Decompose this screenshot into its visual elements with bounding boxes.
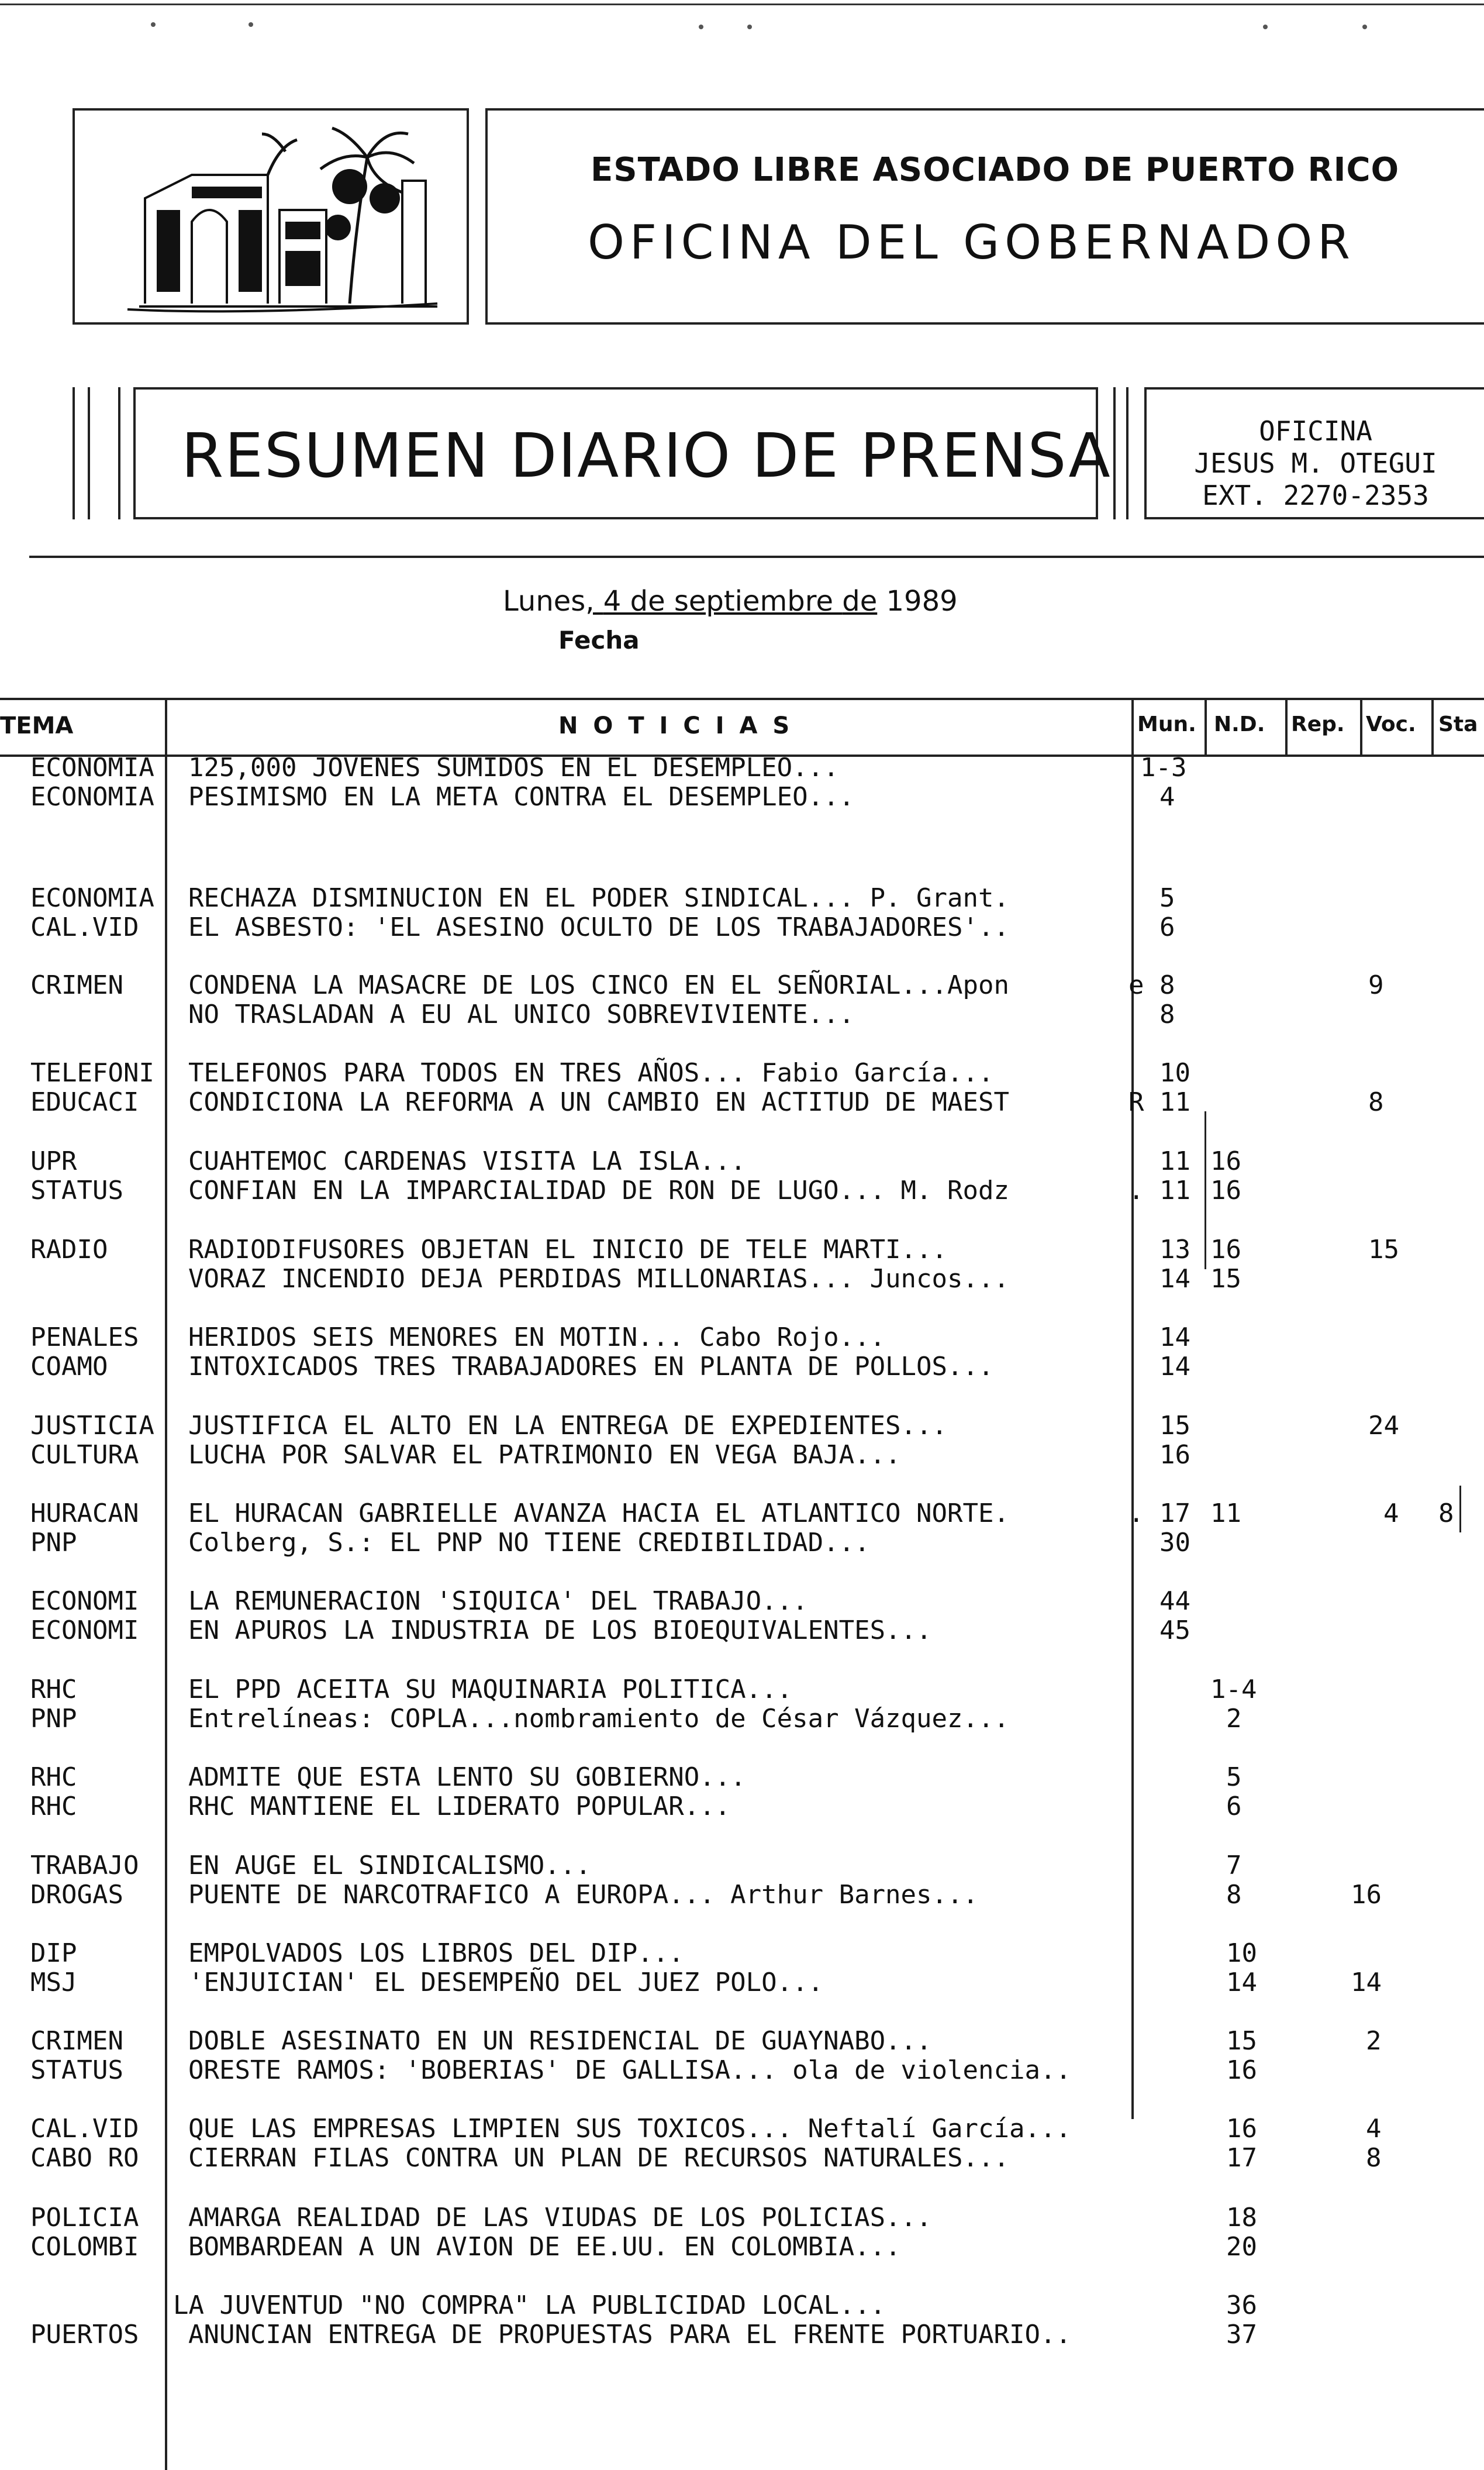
row-tema: HURACAN bbox=[30, 1498, 139, 1528]
row-tema: EDUCACI bbox=[30, 1087, 139, 1117]
row-mun: 5 bbox=[1159, 883, 1175, 913]
row-nd: 2 bbox=[1226, 1704, 1242, 1734]
row-mun: 4 bbox=[1159, 782, 1175, 812]
row-mun: 14 bbox=[1159, 1264, 1190, 1294]
row-tema: COLOMBI bbox=[30, 2232, 139, 2262]
row-tema: COAMO bbox=[30, 1352, 108, 1382]
row-noticia: RADIODIFUSORES OBJETAN EL INICIO DE TELE MARTI... bbox=[188, 1235, 948, 1265]
punch-dot bbox=[249, 22, 253, 27]
row-tema: CAL.VID bbox=[30, 2114, 139, 2144]
row-mun: 14 bbox=[1159, 1322, 1190, 1352]
row-tema: CAL.VID bbox=[30, 912, 139, 942]
row-noticia: INTOXICADOS TRES TRABAJADORES EN PLANTA DE POLLOS... bbox=[188, 1352, 994, 1382]
row-tema: RADIO bbox=[30, 1235, 108, 1265]
row-mun: 11 bbox=[1159, 1146, 1190, 1176]
date-year: 1989 bbox=[877, 585, 958, 618]
date-day: Lunes bbox=[503, 585, 586, 618]
row-noticia: EMPOLVADOS LOS LIBROS DEL DIP... bbox=[188, 1938, 684, 1968]
row-tema: DROGAS bbox=[30, 1880, 123, 1910]
row-tema: ECONOMI bbox=[30, 1615, 139, 1645]
banner-bar bbox=[88, 387, 90, 519]
office-line: OFICINA bbox=[1259, 415, 1372, 447]
row-noticia: CUAHTEMOC CARDENAS VISITA LA ISLA... bbox=[188, 1146, 746, 1176]
row-nd: 6 bbox=[1226, 1792, 1242, 1821]
header-line1: ESTADO LIBRE ASOCIADO DE PUERTO RICO bbox=[591, 151, 1400, 189]
banner-bar bbox=[73, 387, 75, 519]
row-voc: 4 bbox=[1383, 1498, 1399, 1528]
row-noticia: BOMBARDEAN A UN AVION DE EE.UU. EN COLOMBIA... bbox=[188, 2232, 901, 2262]
row-mun: . 17 bbox=[1128, 1498, 1190, 1528]
row-voc: 4 bbox=[1366, 2114, 1382, 2144]
row-nd: 11 bbox=[1210, 1498, 1241, 1528]
office-line: EXT. 2270-2353 bbox=[1202, 480, 1429, 511]
row-noticia: Entrelíneas: COPLA...nombramiento de César Vázquez... bbox=[188, 1704, 1009, 1734]
header-tema: TEMA bbox=[0, 712, 74, 739]
column-rule bbox=[1285, 698, 1288, 755]
row-tema: ECONOMI bbox=[30, 1586, 139, 1616]
row-tema: POLICIA bbox=[30, 2203, 139, 2233]
row-tema: TRABAJO bbox=[30, 1851, 139, 1880]
header-voc: Voc. bbox=[1366, 712, 1416, 736]
row-noticia: LUCHA POR SALVAR EL PATRIMONIO EN VEGA BAJA... bbox=[188, 1440, 901, 1470]
header-mun: Mun. bbox=[1137, 712, 1196, 736]
row-nd: 16 bbox=[1210, 1235, 1241, 1265]
table-top-rule bbox=[0, 698, 1484, 700]
row-tema: PNP bbox=[30, 1704, 77, 1734]
column-rule bbox=[1360, 698, 1362, 755]
column-rule bbox=[1431, 698, 1434, 755]
row-noticia: QUE LAS EMPRESAS LIMPIEN SUS TOXICOS... Neftalí García... bbox=[188, 2114, 1071, 2144]
row-nd: 15 bbox=[1210, 1264, 1241, 1294]
column-rule bbox=[1205, 1111, 1206, 1269]
row-noticia: RECHAZA DISMINUCION EN EL PODER SINDICAL... P. Grant. bbox=[188, 883, 1009, 913]
row-tema: STATUS bbox=[30, 2055, 123, 2085]
row-tema: TELEFONI bbox=[30, 1058, 154, 1088]
row-noticia: VORAZ INCENDIO DEJA PERDIDAS MILLONARIAS... Juncos... bbox=[188, 1264, 1009, 1294]
row-noticia: EL PPD ACEITA SU MAQUINARIA POLITICA... bbox=[188, 1675, 793, 1704]
date-underlined: , 4 de septiembre bbox=[585, 585, 843, 618]
row-noticia: NO TRASLADAN A EU AL UNICO SOBREVIVIENTE... bbox=[188, 1000, 855, 1029]
row-noticia: RHC MANTIENE EL LIDERATO POPULAR... bbox=[188, 1792, 731, 1821]
column-rule bbox=[1131, 698, 1134, 2119]
row-mun: 30 bbox=[1159, 1528, 1190, 1558]
row-noticia: CIERRAN FILAS CONTRA UN PLAN DE RECURSOS NATURALES... bbox=[188, 2143, 1009, 2173]
row-mun: 1-3 bbox=[1140, 753, 1187, 783]
row-tema: RHC bbox=[30, 1762, 77, 1792]
banner-title: RESUMEN DIARIO DE PRENSA bbox=[181, 420, 1112, 491]
row-mun: 14 bbox=[1159, 1352, 1190, 1382]
row-nd: 7 bbox=[1226, 1851, 1242, 1880]
row-noticia: HERIDOS SEIS MENORES EN MOTIN... Cabo Rojo... bbox=[188, 1322, 886, 1352]
punch-dot bbox=[1263, 25, 1268, 29]
row-mun: 16 bbox=[1159, 1440, 1190, 1470]
row-noticia: JUSTIFICA EL ALTO EN LA ENTREGA DE EXPEDIENTES... bbox=[188, 1411, 948, 1441]
logo-box bbox=[73, 108, 469, 325]
row-noticia: CONDICIONA LA REFORMA A UN CAMBIO EN ACTITUD DE MAEST bbox=[188, 1087, 1009, 1117]
row-mun: 15 bbox=[1159, 1411, 1190, 1441]
banner-bar bbox=[1126, 387, 1128, 519]
row-nd: 16 bbox=[1210, 1176, 1241, 1205]
row-nd: 16 bbox=[1226, 2114, 1257, 2144]
row-tema: RHC bbox=[30, 1675, 77, 1704]
row-nd: 18 bbox=[1226, 2203, 1257, 2233]
header-noticias: N O T I C I A S bbox=[558, 712, 793, 739]
row-mun: 8 bbox=[1159, 1000, 1175, 1029]
banner-bar bbox=[1113, 387, 1116, 519]
row-mun: 6 bbox=[1159, 912, 1175, 942]
row-noticia: CONDENA LA MASACRE DE LOS CINCO EN EL SEÑORIAL...Apon bbox=[188, 970, 1009, 1000]
row-sta: 8 bbox=[1438, 1498, 1454, 1528]
row-tema: CRIMEN bbox=[30, 2026, 123, 2056]
row-tema: CRIMEN bbox=[30, 970, 123, 1000]
row-tema: JUSTICIA bbox=[30, 1411, 154, 1441]
row-tema: ECONOMIA bbox=[30, 883, 154, 913]
row-noticia: EN APUROS LA INDUSTRIA DE LOS BIOEQUIVALENTES... bbox=[188, 1615, 932, 1645]
punch-dot bbox=[1362, 25, 1367, 29]
row-noticia: EN AUGE EL SINDICALISMO... bbox=[188, 1851, 591, 1880]
row-voc: 8 bbox=[1368, 1087, 1384, 1117]
date-de: de bbox=[842, 585, 878, 618]
date-label: Fecha bbox=[558, 626, 640, 654]
row-mun: e 8 bbox=[1128, 970, 1175, 1000]
row-tema: UPR bbox=[30, 1146, 77, 1176]
row-voc: 16 bbox=[1351, 1880, 1382, 1910]
row-tema: MSJ bbox=[30, 1968, 77, 1997]
column-rule bbox=[1459, 1486, 1461, 1532]
row-noticia: LA REMUNERACION 'SIQUICA' DEL TRABAJO... bbox=[188, 1586, 808, 1616]
row-noticia: DOBLE ASESINATO EN UN RESIDENCIAL DE GUAYNABO... bbox=[188, 2026, 932, 2056]
date-line bbox=[503, 585, 958, 618]
column-rule bbox=[1205, 698, 1207, 755]
row-noticia: AMARGA REALIDAD DE LAS VIUDAS DE LOS POLICIAS... bbox=[188, 2203, 932, 2233]
row-tema: ECONOMIA bbox=[30, 782, 154, 812]
header-rep: Rep. bbox=[1291, 712, 1345, 736]
row-voc: 8 bbox=[1366, 2143, 1382, 2173]
row-nd: 10 bbox=[1226, 1938, 1257, 1968]
row-nd: 1-4 bbox=[1210, 1675, 1257, 1704]
row-voc: 24 bbox=[1368, 1411, 1399, 1441]
divider bbox=[29, 556, 1484, 558]
banner-bar bbox=[118, 387, 120, 519]
header-line2: OFICINA DEL GOBERNADOR bbox=[588, 215, 1355, 270]
row-noticia: LA JUVENTUD "NO COMPRA" LA PUBLICIDAD LOCAL... bbox=[173, 2290, 886, 2320]
row-noticia: CONFIAN EN LA IMPARCIALIDAD DE RON DE LUGO... M. Rodz bbox=[188, 1176, 1009, 1205]
row-tema: ECONOMIA bbox=[30, 753, 154, 783]
header-sta: Sta bbox=[1438, 712, 1478, 736]
row-tema: PNP bbox=[30, 1528, 77, 1558]
row-mun: R 11 bbox=[1128, 1087, 1190, 1117]
row-nd: 8 bbox=[1226, 1880, 1242, 1910]
punch-dot bbox=[151, 22, 156, 27]
row-noticia: PUENTE DE NARCOTRAFICO A EUROPA... Arthur Barnes... bbox=[188, 1880, 979, 1910]
row-mun: 10 bbox=[1159, 1058, 1190, 1088]
row-noticia: Colberg, S.: EL PNP NO TIENE CREDIBILIDAD... bbox=[188, 1528, 870, 1558]
row-voc: 14 bbox=[1351, 1968, 1382, 1997]
row-tema: RHC bbox=[30, 1792, 77, 1821]
row-tema: PUERTOS bbox=[30, 2320, 139, 2350]
punch-dot bbox=[747, 25, 752, 29]
row-noticia: PESIMISMO EN LA META CONTRA EL DESEMPLEO... bbox=[188, 782, 855, 812]
top-rule bbox=[0, 4, 1484, 5]
row-nd: 15 bbox=[1226, 2026, 1257, 2056]
row-mun: 45 bbox=[1159, 1615, 1190, 1645]
row-noticia: ANUNCIAN ENTREGA DE PROPUESTAS PARA EL FRENTE PORTUARIO.. bbox=[188, 2320, 1071, 2350]
row-noticia: EL HURACAN GABRIELLE AVANZA HACIA EL ATLANTICO NORTE. bbox=[188, 1498, 1009, 1528]
row-mun: 13 bbox=[1159, 1235, 1190, 1265]
row-nd: 5 bbox=[1226, 1762, 1242, 1792]
row-noticia: ADMITE QUE ESTA LENTO SU GOBIERNO... bbox=[188, 1762, 746, 1792]
office-line: JESUS M. OTEGUI bbox=[1194, 447, 1437, 479]
row-noticia: ORESTE RAMOS: 'BOBERIAS' DE GALLISA... ola de violencia.. bbox=[188, 2055, 1071, 2085]
row-tema: PENALES bbox=[30, 1322, 139, 1352]
row-nd: 14 bbox=[1226, 1968, 1257, 1997]
row-nd: 17 bbox=[1226, 2143, 1257, 2173]
row-voc: 9 bbox=[1368, 970, 1384, 1000]
row-mun: . 11 bbox=[1128, 1176, 1190, 1205]
fortaleza-logo bbox=[75, 111, 467, 322]
row-nd: 16 bbox=[1226, 2055, 1257, 2085]
row-noticia: TELEFONOS PARA TODOS EN TRES AÑOS... Fabio García... bbox=[188, 1058, 994, 1088]
row-tema: CULTURA bbox=[30, 1440, 139, 1470]
row-mun: 44 bbox=[1159, 1586, 1190, 1616]
row-nd: 37 bbox=[1226, 2320, 1257, 2350]
row-noticia: 125,000 JOVENES SUMIDOS EN EL DESEMPLEO... bbox=[188, 753, 839, 783]
punch-dot bbox=[699, 25, 703, 29]
row-voc: 15 bbox=[1368, 1235, 1399, 1265]
column-rule bbox=[165, 698, 167, 2470]
row-nd: 20 bbox=[1226, 2232, 1257, 2262]
row-nd: 36 bbox=[1226, 2290, 1257, 2320]
header-nd: N.D. bbox=[1214, 712, 1265, 736]
row-tema: STATUS bbox=[30, 1176, 123, 1205]
row-noticia: 'ENJUICIAN' EL DESEMPEÑO DEL JUEZ POLO... bbox=[188, 1968, 824, 1997]
row-noticia: EL ASBESTO: 'EL ASESINO OCULTO DE LOS TRABAJADORES'.. bbox=[188, 912, 1009, 942]
row-nd: 16 bbox=[1210, 1146, 1241, 1176]
row-voc: 2 bbox=[1366, 2026, 1382, 2056]
row-tema: CABO RO bbox=[30, 2143, 139, 2173]
row-tema: DIP bbox=[30, 1938, 77, 1968]
